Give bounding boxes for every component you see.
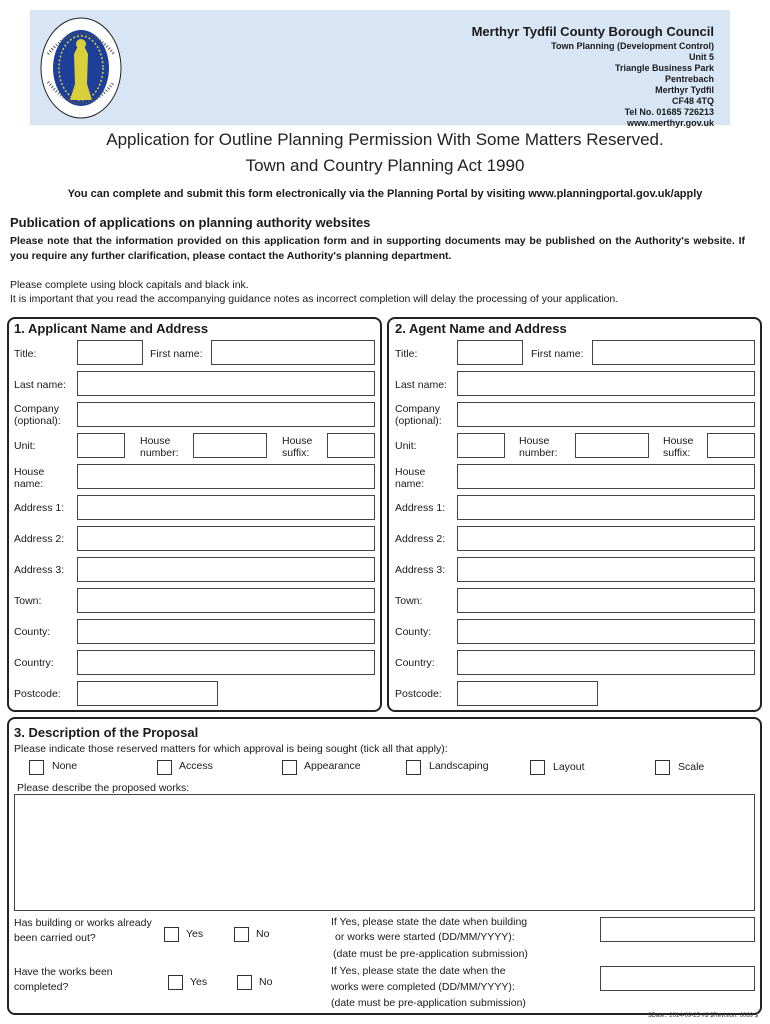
label-address3: Address 3: <box>14 564 65 576</box>
address-line: Merthyr Tydfil <box>655 85 714 95</box>
label-company: Company (optional): <box>395 403 442 427</box>
council-name: Merthyr Tydfil County Borough Council <box>471 24 714 39</box>
matter-landscaping-label: Landscaping <box>429 760 489 772</box>
label-postcode: Postcode: <box>395 688 442 700</box>
planning-portal-note: You can complete and submit this form electronically via the Planning Portal by visiting www.planningportal.gov.uk/apply <box>67 188 703 200</box>
matter-appearance-label: Appearance <box>304 760 361 772</box>
carried-out-no-checkbox[interactable] <box>234 927 249 942</box>
publication-text: Please note that the information provided on this application form and in supporting documents may be published on the Authority's website. If you require any further clarification, please contact the Authority's planning department. <box>10 235 745 262</box>
matter-layout-checkbox[interactable] <box>530 760 545 775</box>
describe-works-prompt: Please describe the proposed works: <box>17 782 190 794</box>
label-first-name: First name: <box>531 348 584 360</box>
matter-none-checkbox[interactable] <box>29 760 44 775</box>
address-line: CF48 4TQ <box>671 96 714 106</box>
agent-first-name-field[interactable] <box>592 340 755 365</box>
form-subtitle: Town and Country Planning Act 1990 <box>245 156 525 175</box>
matter-landscaping-checkbox[interactable] <box>406 760 421 775</box>
label-unit: Unit: <box>14 440 36 452</box>
label-address2: Address 2: <box>14 533 65 545</box>
works-completed-date-field[interactable] <box>600 966 755 991</box>
applicant-county-field[interactable] <box>77 619 375 644</box>
reserved-matters-prompt: Please indicate those reserved matters for which approval is being sought (tick all that apply): <box>14 743 448 755</box>
matter-access-checkbox[interactable] <box>157 760 172 775</box>
matter-scale-checkbox[interactable] <box>655 760 670 775</box>
agent-company-field[interactable] <box>457 402 755 427</box>
label-postcode: Postcode: <box>14 688 61 700</box>
label-title: Title: <box>14 348 37 360</box>
agent-country-field[interactable] <box>457 650 755 675</box>
label-house-number: House number: <box>519 435 558 459</box>
agent-address3-field[interactable] <box>457 557 755 582</box>
completed-question: Have the works been completed? <box>14 966 113 993</box>
instruction-line: Please complete using block capitals and black ink. <box>10 279 249 291</box>
form-title: Application for Outline Planning Permission With Some Matters Reserved. <box>106 130 664 149</box>
label-title: Title: <box>395 348 418 360</box>
label-address2: Address 2: <box>395 533 446 545</box>
carried-out-no-label: No <box>256 928 270 940</box>
label-address3: Address 3: <box>395 564 446 576</box>
carried-out-question: Has building or works already been carried out? <box>14 917 152 944</box>
applicant-address3-field[interactable] <box>77 557 375 582</box>
describe-works-textarea[interactable] <box>14 794 755 911</box>
address-line: Triangle Business Park <box>614 63 714 73</box>
applicant-unit-field[interactable] <box>77 433 125 458</box>
started-date-prompt-line2: or works were started (DD/MM/YYYY): <box>335 931 515 943</box>
completed-no-label: No <box>259 976 273 988</box>
applicant-company-field[interactable] <box>77 402 375 427</box>
started-date-note: (date must be pre-application submission) <box>333 948 528 960</box>
council-crest-icon <box>36 14 126 122</box>
header-banner <box>30 10 730 128</box>
label-house-name: House name: <box>14 466 45 490</box>
applicant-country-field[interactable] <box>77 650 375 675</box>
agent-postcode-field[interactable] <box>457 681 598 706</box>
agent-title-field[interactable] <box>457 340 523 365</box>
label-unit: Unit: <box>395 440 417 452</box>
label-country: Country: <box>395 657 435 669</box>
instructions <box>10 278 618 306</box>
label-town: Town: <box>14 595 42 607</box>
label-county: County: <box>14 626 51 638</box>
completed-yes-label: Yes <box>190 976 208 988</box>
completed-date-note: (date must be pre-application submission) <box>331 997 526 1009</box>
matter-access-label: Access <box>179 760 213 772</box>
matter-layout-label: Layout <box>553 761 585 773</box>
applicant-house-suffix-field[interactable] <box>327 433 375 458</box>
matter-none-label: None <box>52 760 78 772</box>
label-country: Country: <box>14 657 54 669</box>
agent-unit-field[interactable] <box>457 433 505 458</box>
address-line: Town Planning (Development Control) <box>551 41 714 51</box>
section-title-agent: 2. Agent Name and Address <box>395 321 567 336</box>
applicant-address1-field[interactable] <box>77 495 375 520</box>
label-house-suffix: House suffix: <box>282 435 313 459</box>
agent-house-suffix-field[interactable] <box>707 433 755 458</box>
address-line: Tel No. 01685 726213 <box>624 107 714 117</box>
agent-address1-field[interactable] <box>457 495 755 520</box>
works-started-date-field[interactable] <box>600 917 755 942</box>
matter-scale-label: Scale <box>678 761 705 773</box>
label-house-suffix: House suffix: <box>663 435 694 459</box>
label-first-name: First name: <box>150 348 203 360</box>
applicant-house-number-field[interactable] <box>193 433 267 458</box>
address-line: www.merthyr.gov.uk <box>626 118 714 128</box>
started-date-prompt-line1: If Yes, please state the date when building <box>331 916 528 928</box>
applicant-town-field[interactable] <box>77 588 375 613</box>
completed-no-checkbox[interactable] <box>237 975 252 990</box>
label-last-name: Last name: <box>395 379 447 391</box>
publication-heading: Publication of applications on planning authority websites <box>10 215 371 230</box>
section-title-applicant: 1. Applicant Name and Address <box>14 321 209 336</box>
applicant-last-name-field[interactable] <box>77 371 375 396</box>
completed-yes-checkbox[interactable] <box>168 975 183 990</box>
applicant-first-name-field[interactable] <box>211 340 375 365</box>
revision-footer: $Date:: 2014-09-25 #$ $Revision: 6089 $ <box>648 1013 758 1019</box>
label-address1: Address 1: <box>395 502 446 514</box>
label-house-name: House name: <box>395 466 426 490</box>
agent-county-field[interactable] <box>457 619 755 644</box>
label-company: Company (optional): <box>14 403 61 427</box>
label-address1: Address 1: <box>14 502 65 514</box>
label-last-name: Last name: <box>14 379 66 391</box>
carried-out-yes-checkbox[interactable] <box>164 927 179 942</box>
label-town: Town: <box>395 595 423 607</box>
instruction-line: It is important that you read the accompanying guidance notes as incorrect completion will delay the processing of your application. <box>10 293 619 305</box>
completed-date-prompt-line2: works were completed (DD/MM/YYYY): <box>331 981 515 993</box>
agent-house-name-field[interactable] <box>457 464 755 489</box>
agent-house-number-field[interactable] <box>575 433 649 458</box>
agent-town-field[interactable] <box>457 588 755 613</box>
label-county: County: <box>395 626 432 638</box>
matter-appearance-checkbox[interactable] <box>282 760 297 775</box>
applicant-title-field[interactable] <box>77 340 143 365</box>
applicant-postcode-field[interactable] <box>77 681 218 706</box>
section-title-proposal: 3. Description of the Proposal <box>14 725 199 740</box>
completed-date-prompt-line1: If Yes, please state the date when the <box>331 965 506 977</box>
applicant-address2-field[interactable] <box>77 526 375 551</box>
agent-last-name-field[interactable] <box>457 371 755 396</box>
carried-out-yes-label: Yes <box>186 928 204 940</box>
council-address-block <box>472 24 714 129</box>
agent-address2-field[interactable] <box>457 526 755 551</box>
address-line: Unit 5 <box>688 52 714 62</box>
address-line: Pentrebach <box>664 74 714 84</box>
applicant-house-name-field[interactable] <box>77 464 375 489</box>
label-house-number: House number: <box>140 435 179 459</box>
